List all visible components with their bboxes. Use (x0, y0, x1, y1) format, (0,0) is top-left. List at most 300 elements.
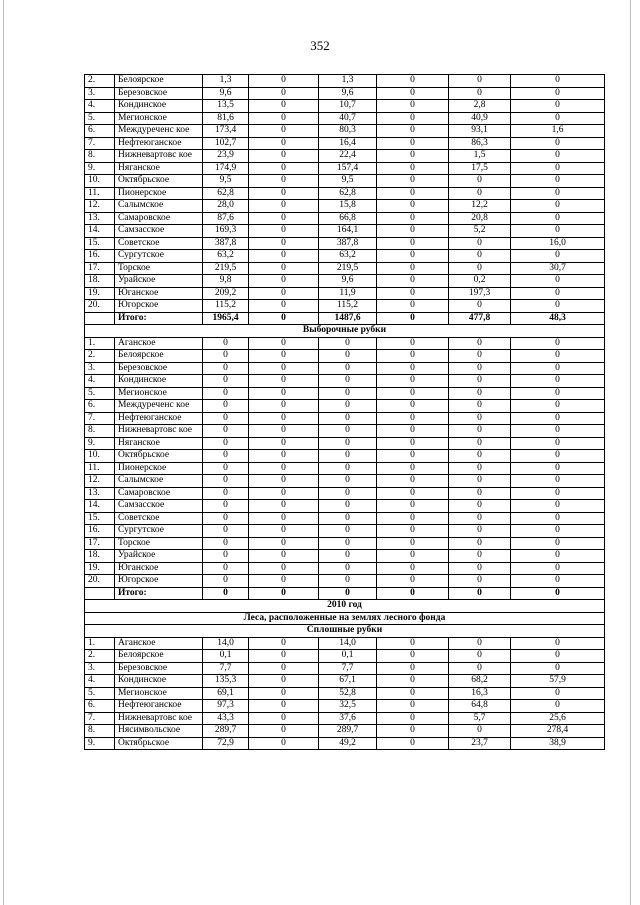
value-cell: 9,6 (319, 275, 377, 288)
value-cell: 0 (377, 462, 449, 475)
value-cell: 387,8 (203, 237, 249, 250)
table-row (85, 150, 605, 163)
value-cell: 0 (511, 512, 605, 525)
value-cell: 0 (449, 575, 511, 588)
row-number-cell: 20. (85, 300, 115, 313)
value-cell: 209,2 (203, 287, 249, 300)
district-name-cell: Нижневартовс кое (115, 150, 203, 163)
value-cell: 0 (511, 562, 605, 575)
table-row (85, 487, 605, 500)
district-name-cell: Мегионское (115, 687, 203, 700)
value-cell: 0 (377, 675, 449, 688)
value-cell: 0 (511, 300, 605, 313)
value-cell: 0 (511, 200, 605, 213)
value-cell: 0 (511, 175, 605, 188)
value-cell: 0 (249, 575, 319, 588)
row-number-cell: 8. (85, 425, 115, 438)
row-number-cell: 3. (85, 87, 115, 100)
value-cell: 0 (319, 350, 377, 363)
total-value-cell: 0 (511, 587, 605, 600)
value-cell: 0 (203, 350, 249, 363)
value-cell: 0 (377, 75, 449, 88)
district-name-cell: Советское (115, 512, 203, 525)
value-cell: 0 (511, 162, 605, 175)
value-cell: 0 (377, 162, 449, 175)
district-name-cell: Няганское (115, 437, 203, 450)
value-cell: 0 (511, 187, 605, 200)
value-cell: 28,0 (203, 200, 249, 213)
row-number-cell: 6. (85, 125, 115, 138)
value-cell: 0 (203, 575, 249, 588)
table-row (85, 662, 605, 675)
value-cell: 11,9 (319, 287, 377, 300)
value-cell: 0 (203, 537, 249, 550)
table-row (85, 462, 605, 475)
table-row (85, 675, 605, 688)
value-cell: 0 (377, 637, 449, 650)
row-number-cell: 13. (85, 212, 115, 225)
district-name-cell: Юганское (115, 287, 203, 300)
value-cell: 0 (377, 412, 449, 425)
value-cell: 0 (377, 487, 449, 500)
value-cell: 0 (203, 387, 249, 400)
table-row (85, 475, 605, 488)
value-cell: 0 (203, 550, 249, 563)
value-cell: 16,4 (319, 137, 377, 150)
value-cell: 0 (511, 550, 605, 563)
value-cell: 0 (249, 737, 319, 750)
value-cell: 62,8 (319, 187, 377, 200)
value-cell: 0 (449, 337, 511, 350)
row-number-cell: 11. (85, 187, 115, 200)
value-cell: 52,8 (319, 687, 377, 700)
district-name-cell: Юганское (115, 562, 203, 575)
row-number-cell: 4. (85, 100, 115, 113)
value-cell: 0 (249, 712, 319, 725)
district-name-cell: Нясимвольское (115, 725, 203, 738)
value-cell: 0 (249, 187, 319, 200)
value-cell: 1,3 (203, 75, 249, 88)
value-cell: 0 (319, 400, 377, 413)
row-number-cell: 17. (85, 262, 115, 275)
district-name-cell: Октябрьское (115, 175, 203, 188)
row-number-cell: 10. (85, 175, 115, 188)
value-cell: 0 (377, 125, 449, 138)
row-number-cell: 20. (85, 575, 115, 588)
value-cell: 0 (449, 362, 511, 375)
value-cell: 0 (511, 575, 605, 588)
district-name-cell: Березовское (115, 87, 203, 100)
value-cell: 0 (449, 462, 511, 475)
value-cell: 0 (203, 362, 249, 375)
table-row (85, 250, 605, 263)
value-cell: 0 (377, 450, 449, 463)
value-cell: 0 (249, 212, 319, 225)
value-cell: 0 (511, 537, 605, 550)
value-cell: 43,3 (203, 712, 249, 725)
value-cell: 0 (449, 725, 511, 738)
value-cell: 0 (511, 437, 605, 450)
total-value-cell: 1965,4 (203, 312, 249, 325)
value-cell: 0 (511, 525, 605, 538)
district-name-cell: Нефтеюганское (115, 700, 203, 713)
value-cell: 9,5 (203, 175, 249, 188)
value-cell: 0 (377, 550, 449, 563)
row-number-cell: 15. (85, 512, 115, 525)
table-row (85, 125, 605, 138)
value-cell: 0 (249, 650, 319, 663)
value-cell: 0 (449, 487, 511, 500)
value-cell: 2,8 (449, 100, 511, 113)
district-name-cell: Белоярское (115, 350, 203, 363)
row-number-cell: 19. (85, 562, 115, 575)
value-cell: 12,2 (449, 200, 511, 213)
value-cell: 0 (319, 462, 377, 475)
value-cell: 278,4 (511, 725, 605, 738)
table-row (85, 112, 605, 125)
district-name-cell: Березовское (115, 362, 203, 375)
value-cell: 0 (319, 500, 377, 513)
row-number-cell: 8. (85, 150, 115, 163)
value-cell: 0 (319, 562, 377, 575)
value-cell: 0 (203, 375, 249, 388)
district-name-cell: Нижневартовс кое (115, 712, 203, 725)
value-cell: 0 (449, 437, 511, 450)
value-cell: 0 (377, 737, 449, 750)
value-cell: 0 (203, 525, 249, 538)
value-cell: 0 (511, 362, 605, 375)
value-cell: 0 (511, 75, 605, 88)
value-cell: 0 (449, 262, 511, 275)
total-value-cell: 477,8 (449, 312, 511, 325)
value-cell: 0 (319, 512, 377, 525)
value-cell: 15,8 (319, 200, 377, 213)
table-row (85, 500, 605, 513)
value-cell: 9,8 (203, 275, 249, 288)
section-clear-heading: Сплошные рубки (85, 625, 605, 638)
value-cell: 0 (377, 650, 449, 663)
table-row (85, 450, 605, 463)
value-cell: 0 (249, 425, 319, 438)
value-cell: 10,7 (319, 100, 377, 113)
value-cell: 0 (377, 375, 449, 388)
value-cell: 0 (511, 275, 605, 288)
row-number-cell: 2. (85, 75, 115, 88)
value-cell: 0 (249, 725, 319, 738)
value-cell: 0 (511, 225, 605, 238)
value-cell: 0 (319, 337, 377, 350)
value-cell: 0 (249, 512, 319, 525)
value-cell: 0 (249, 275, 319, 288)
value-cell: 0 (249, 387, 319, 400)
district-name-cell: Пионерское (115, 462, 203, 475)
value-cell: 0 (511, 150, 605, 163)
value-cell: 0 (249, 350, 319, 363)
value-cell: 0 (203, 462, 249, 475)
value-cell: 0 (249, 462, 319, 475)
row-number-cell: 16. (85, 250, 115, 263)
value-cell: 0,1 (203, 650, 249, 663)
value-cell: 102,7 (203, 137, 249, 150)
value-cell: 0 (249, 175, 319, 188)
value-cell: 0 (203, 500, 249, 513)
total-value-cell: 0 (249, 587, 319, 600)
value-cell: 0 (377, 87, 449, 100)
total-value-cell: 0 (449, 587, 511, 600)
value-cell: 0 (203, 487, 249, 500)
value-cell: 0 (249, 700, 319, 713)
table-row (85, 400, 605, 413)
row-number-cell: 10. (85, 450, 115, 463)
value-cell: 0 (511, 637, 605, 650)
table-row (85, 225, 605, 238)
row-number-cell: 5. (85, 687, 115, 700)
value-cell: 0 (319, 550, 377, 563)
value-cell: 0 (249, 87, 319, 100)
value-cell: 62,8 (203, 187, 249, 200)
value-cell: 0 (377, 112, 449, 125)
scan-left-edge (3, 0, 4, 905)
total-row (85, 587, 605, 600)
row-number-cell: 12. (85, 200, 115, 213)
district-name-cell: Пионерское (115, 187, 203, 200)
district-name-cell: Междуреченс кое (115, 125, 203, 138)
row-number-cell: 17. (85, 537, 115, 550)
district-name-cell: Самзасское (115, 225, 203, 238)
table-row (85, 425, 605, 438)
value-cell: 0 (377, 575, 449, 588)
value-cell: 0 (249, 362, 319, 375)
table-row (85, 187, 605, 200)
value-cell: 0 (511, 100, 605, 113)
value-cell: 0 (449, 250, 511, 263)
value-cell: 0 (377, 712, 449, 725)
value-cell: 0,2 (449, 275, 511, 288)
district-name-cell: Кондинское (115, 375, 203, 388)
value-cell: 0 (249, 375, 319, 388)
section-lands-heading: Леса, расположенные на землях лесного фонда (85, 612, 605, 625)
value-cell: 0 (377, 275, 449, 288)
value-cell: 0 (377, 725, 449, 738)
value-cell: 1,5 (449, 150, 511, 163)
value-cell: 0 (377, 250, 449, 263)
table-row (85, 537, 605, 550)
district-name-cell: Белоярское (115, 650, 203, 663)
value-cell: 0 (203, 475, 249, 488)
value-cell: 0 (449, 87, 511, 100)
value-cell: 197,3 (449, 287, 511, 300)
blank-cell (85, 312, 115, 325)
row-number-cell: 9. (85, 162, 115, 175)
row-number-cell: 1. (85, 637, 115, 650)
table-row (85, 562, 605, 575)
value-cell: 0 (511, 387, 605, 400)
value-cell: 64,8 (449, 700, 511, 713)
district-name-cell: Сургутское (115, 525, 203, 538)
value-cell: 0 (449, 662, 511, 675)
table-row (85, 262, 605, 275)
district-name-cell: Аганское (115, 637, 203, 650)
value-cell: 0 (249, 137, 319, 150)
district-name-cell: Октябрьское (115, 737, 203, 750)
value-cell: 219,5 (319, 262, 377, 275)
value-cell: 0,1 (319, 650, 377, 663)
value-cell: 0 (377, 687, 449, 700)
value-cell: 0 (319, 387, 377, 400)
value-cell: 0 (377, 262, 449, 275)
value-cell: 169,3 (203, 225, 249, 238)
value-cell: 0 (377, 287, 449, 300)
value-cell: 0 (249, 125, 319, 138)
value-cell: 67,1 (319, 675, 377, 688)
district-name-cell: Самаровское (115, 212, 203, 225)
value-cell: 0 (449, 412, 511, 425)
value-cell: 30,7 (511, 262, 605, 275)
value-cell: 0 (377, 525, 449, 538)
table-row (85, 300, 605, 313)
value-cell: 0 (449, 375, 511, 388)
value-cell: 32,5 (319, 700, 377, 713)
value-cell: 0 (511, 87, 605, 100)
value-cell: 0 (511, 687, 605, 700)
value-cell: 0 (449, 400, 511, 413)
value-cell: 0 (319, 475, 377, 488)
table-row (85, 512, 605, 525)
value-cell: 0 (377, 225, 449, 238)
total-row (85, 312, 605, 325)
row-number-cell: 6. (85, 700, 115, 713)
table-row (85, 437, 605, 450)
table-row (85, 200, 605, 213)
value-cell: 0 (377, 425, 449, 438)
table-row (85, 525, 605, 538)
value-cell: 0 (203, 337, 249, 350)
row-number-cell: 9. (85, 437, 115, 450)
value-cell: 0 (377, 237, 449, 250)
value-cell: 0 (511, 137, 605, 150)
value-cell: 0 (249, 637, 319, 650)
table-row (85, 337, 605, 350)
table-row (85, 212, 605, 225)
value-cell: 0 (377, 700, 449, 713)
district-name-cell: Кондинское (115, 675, 203, 688)
value-cell: 5,7 (449, 712, 511, 725)
row-number-cell: 12. (85, 475, 115, 488)
table-block-1 (85, 75, 605, 325)
value-cell: 0 (249, 562, 319, 575)
value-cell: 57,9 (511, 675, 605, 688)
value-cell: 0 (319, 412, 377, 425)
row-number-cell: 16. (85, 525, 115, 538)
value-cell: 0 (449, 537, 511, 550)
total-value-cell: 0 (319, 587, 377, 600)
value-cell: 0 (249, 225, 319, 238)
value-cell: 219,5 (203, 262, 249, 275)
table-row (85, 100, 605, 113)
value-cell: 0 (203, 450, 249, 463)
value-cell: 23,9 (203, 150, 249, 163)
value-cell: 16,0 (511, 237, 605, 250)
district-name-cell: Урайское (115, 550, 203, 563)
value-cell: 37,6 (319, 712, 377, 725)
value-cell: 0 (319, 362, 377, 375)
value-cell: 68,2 (449, 675, 511, 688)
row-number-cell: 13. (85, 487, 115, 500)
value-cell: 0 (249, 237, 319, 250)
value-cell: 0 (203, 512, 249, 525)
value-cell: 38,9 (511, 737, 605, 750)
table-row (85, 137, 605, 150)
district-name-cell: Белоярское (115, 75, 203, 88)
table-row (85, 575, 605, 588)
value-cell: 0 (249, 475, 319, 488)
value-cell: 0 (449, 550, 511, 563)
scan-right-edge (630, 0, 631, 905)
value-cell: 14,0 (319, 637, 377, 650)
value-cell: 0 (249, 262, 319, 275)
value-cell: 0 (449, 650, 511, 663)
table-row (85, 75, 605, 88)
table-row (85, 737, 605, 750)
district-name-cell: Нефтеюганское (115, 412, 203, 425)
table-row (85, 725, 605, 738)
section-year-heading: 2010 год (85, 600, 605, 613)
value-cell: 0 (511, 700, 605, 713)
table-block-3 (85, 637, 605, 750)
row-number-cell: 3. (85, 662, 115, 675)
value-cell: 0 (377, 337, 449, 350)
value-cell: 69,1 (203, 687, 249, 700)
value-cell: 0 (449, 562, 511, 575)
district-name-cell: Торское (115, 537, 203, 550)
total-value-cell: 0 (377, 587, 449, 600)
value-cell: 9,6 (203, 87, 249, 100)
district-name-cell: Нижневартовс кое (115, 425, 203, 438)
row-number-cell: 4. (85, 675, 115, 688)
value-cell: 23,7 (449, 737, 511, 750)
value-cell: 1,6 (511, 125, 605, 138)
value-cell: 0 (377, 100, 449, 113)
value-cell: 40,7 (319, 112, 377, 125)
value-cell: 72,9 (203, 737, 249, 750)
table-row (85, 550, 605, 563)
value-cell: 25,6 (511, 712, 605, 725)
table-row (85, 637, 605, 650)
value-cell: 0 (249, 662, 319, 675)
total-value-cell: 0 (377, 312, 449, 325)
row-number-cell: 3. (85, 362, 115, 375)
value-cell: 289,7 (319, 725, 377, 738)
value-cell: 0 (203, 437, 249, 450)
value-cell: 63,2 (319, 250, 377, 263)
value-cell: 0 (249, 112, 319, 125)
table-row (85, 275, 605, 288)
table-row (85, 87, 605, 100)
value-cell: 0 (511, 450, 605, 463)
value-cell: 0 (377, 475, 449, 488)
row-number-cell: 8. (85, 725, 115, 738)
district-name-cell: Октябрьское (115, 450, 203, 463)
value-cell: 0 (249, 550, 319, 563)
district-name-cell: Салымское (115, 200, 203, 213)
district-name-cell: Салымское (115, 475, 203, 488)
value-cell: 0 (449, 75, 511, 88)
value-cell: 0 (511, 287, 605, 300)
value-cell: 0 (203, 562, 249, 575)
value-cell: 0 (511, 425, 605, 438)
district-name-cell: Югорское (115, 575, 203, 588)
row-number-cell: 7. (85, 412, 115, 425)
